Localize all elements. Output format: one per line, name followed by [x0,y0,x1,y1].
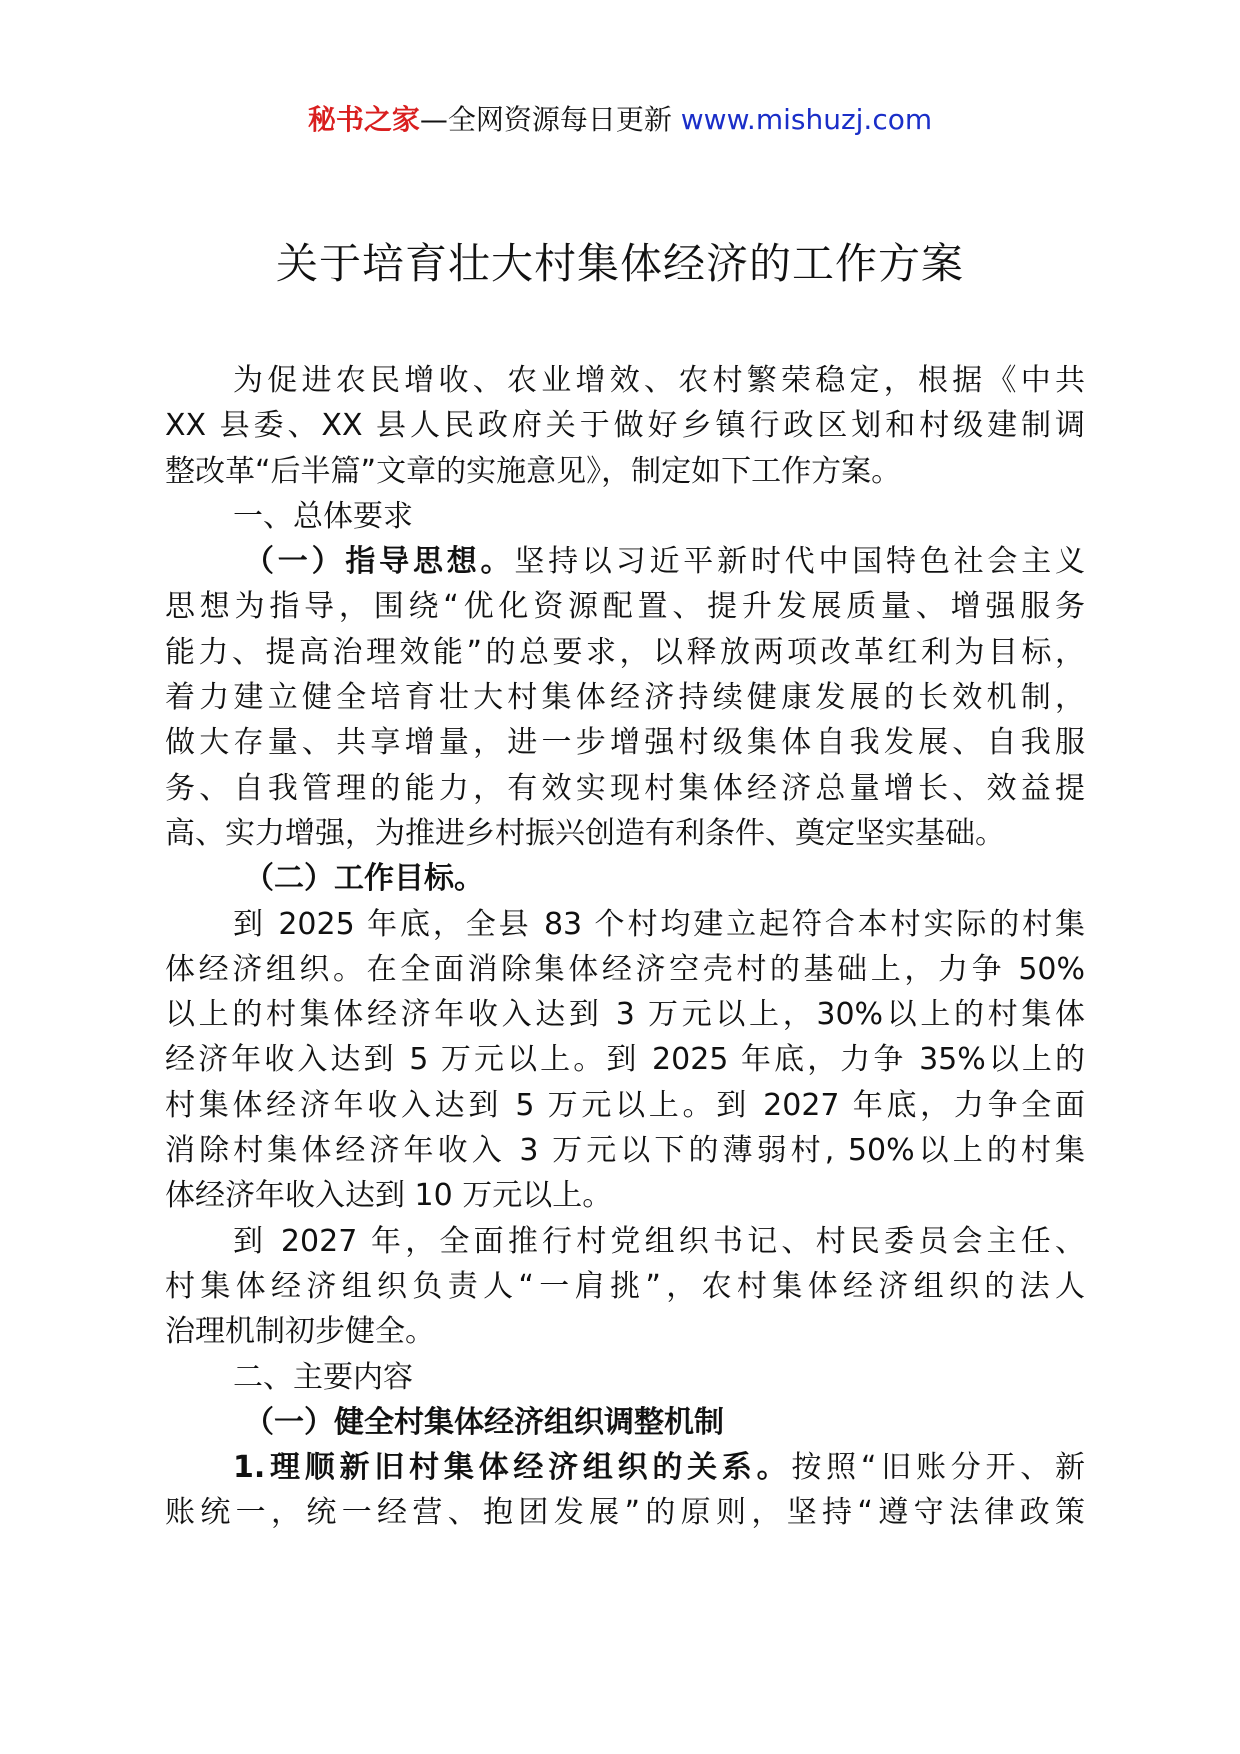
line-text: 着力建立健全培育壮大村集体经济持续健康发展的长效机制， [165,680,1085,716]
site-brand: 秘书之家 [307,103,420,136]
text-line [165,1037,1085,1082]
text-line [165,1083,1085,1128]
text-line [165,992,1085,1037]
text-line [165,539,1085,584]
text-line [165,1355,1085,1400]
text-line [165,1173,1085,1218]
line-text: 思想为指导，围绕“优化资源配置、提升发展质量、增强服务 [165,589,1085,625]
text-line [165,675,1085,720]
line-text: 做大存量、共享增量，进一步增强村级集体自我发展、自我服 [165,725,1085,761]
line-text: 体经济年收入达到 10 万元以上。 [165,1178,613,1214]
site-url-link[interactable]: www.mishuzj.com [680,103,933,136]
text-line [165,1219,1085,1264]
text-line [165,1309,1085,1354]
bold-heading: （一）健全村集体经济组织调整机制 [244,1404,724,1440]
line-text: 体经济组织。在全面消除集体经济空壳村的基础上，力争 50% [165,951,1085,987]
text-line [165,856,1085,901]
text-line [165,449,1085,494]
text-line [165,1490,1085,1535]
text-line [165,1445,1085,1490]
line-text: 到 2027 年，全面推行村党组织书记、村民委员会主任、 [233,1223,1085,1259]
line-text: 高、实力增强，为推进乡村振兴创造有利条件、奠定坚实基础。 [165,815,1005,851]
text-line [165,902,1085,947]
line-text: 以上的村集体经济年收入达到 3 万元以上，30%以上的村集体 [165,997,1085,1033]
text-line [165,630,1085,675]
text-line [165,720,1085,765]
text-line [165,947,1085,992]
line-text: 消除村集体经济年收入 3 万元以下的薄弱村, 50%以上的村集 [165,1133,1085,1169]
document-body [165,358,1085,1536]
line-text: 村集体经济组织负责人“一肩挑”，农村集体经济组织的法人 [165,1268,1085,1304]
text-line [165,811,1085,856]
line-text: 整改革“后半篇”文章的实施意见》，制定如下工作方案。 [165,453,902,489]
text-line [165,766,1085,811]
line-text: 到 2025 年底，全县 83 个村均建立起符合本村实际的村集 [233,906,1085,942]
text-line [165,584,1085,629]
line-text: 能力、提高治理效能”的总要求，以释放两项改革红利为目标， [165,634,1085,670]
line-text: 务、自我管理的能力，有效实现村集体经济总量增长、效益提 [165,770,1085,806]
line-text: 经济年收入达到 5 万元以上。到 2025 年底，力争 35%以上的 [165,1042,1085,1078]
text-line [165,358,1085,403]
line-text: 治理机制初步健全。 [165,1314,435,1350]
line-text: 账统一，统一经营、抱团发展”的原则，坚持“遵守法律政策 [165,1495,1085,1531]
line-text: 坚持以习近平新时代中国特色社会主义 [514,544,1086,580]
text-line [165,403,1085,448]
line-text: 村集体经济年收入达到 5 万元以上。到 2027 年底，力争全面 [165,1087,1085,1123]
document-title: 关于培育壮大村集体经济的工作方案 [275,239,964,288]
line-text: XX 县委、XX 县人民政府关于做好乡镇行政区划和村级建制调 [165,408,1085,444]
text-line [165,1264,1085,1309]
line-text: 一、总体要求 [233,498,413,534]
text-line [165,1400,1085,1445]
bold-heading: （二）工作目标。 [244,861,484,897]
line-text: 按照“旧账分开、新 [791,1450,1085,1486]
bold-heading: 1.理顺新旧村集体经济组织的关系。 [233,1450,792,1486]
site-header [0,100,1240,140]
bold-heading: （一）指导思想。 [244,544,515,580]
line-text: 二、主要内容 [233,1359,413,1395]
text-line [165,494,1085,539]
line-text: 为促进农民增收、农业增效、农村繁荣稳定，根据《中共 [233,363,1085,398]
site-tagline: —全网资源每日更新 [419,103,681,136]
text-line [165,1128,1085,1173]
